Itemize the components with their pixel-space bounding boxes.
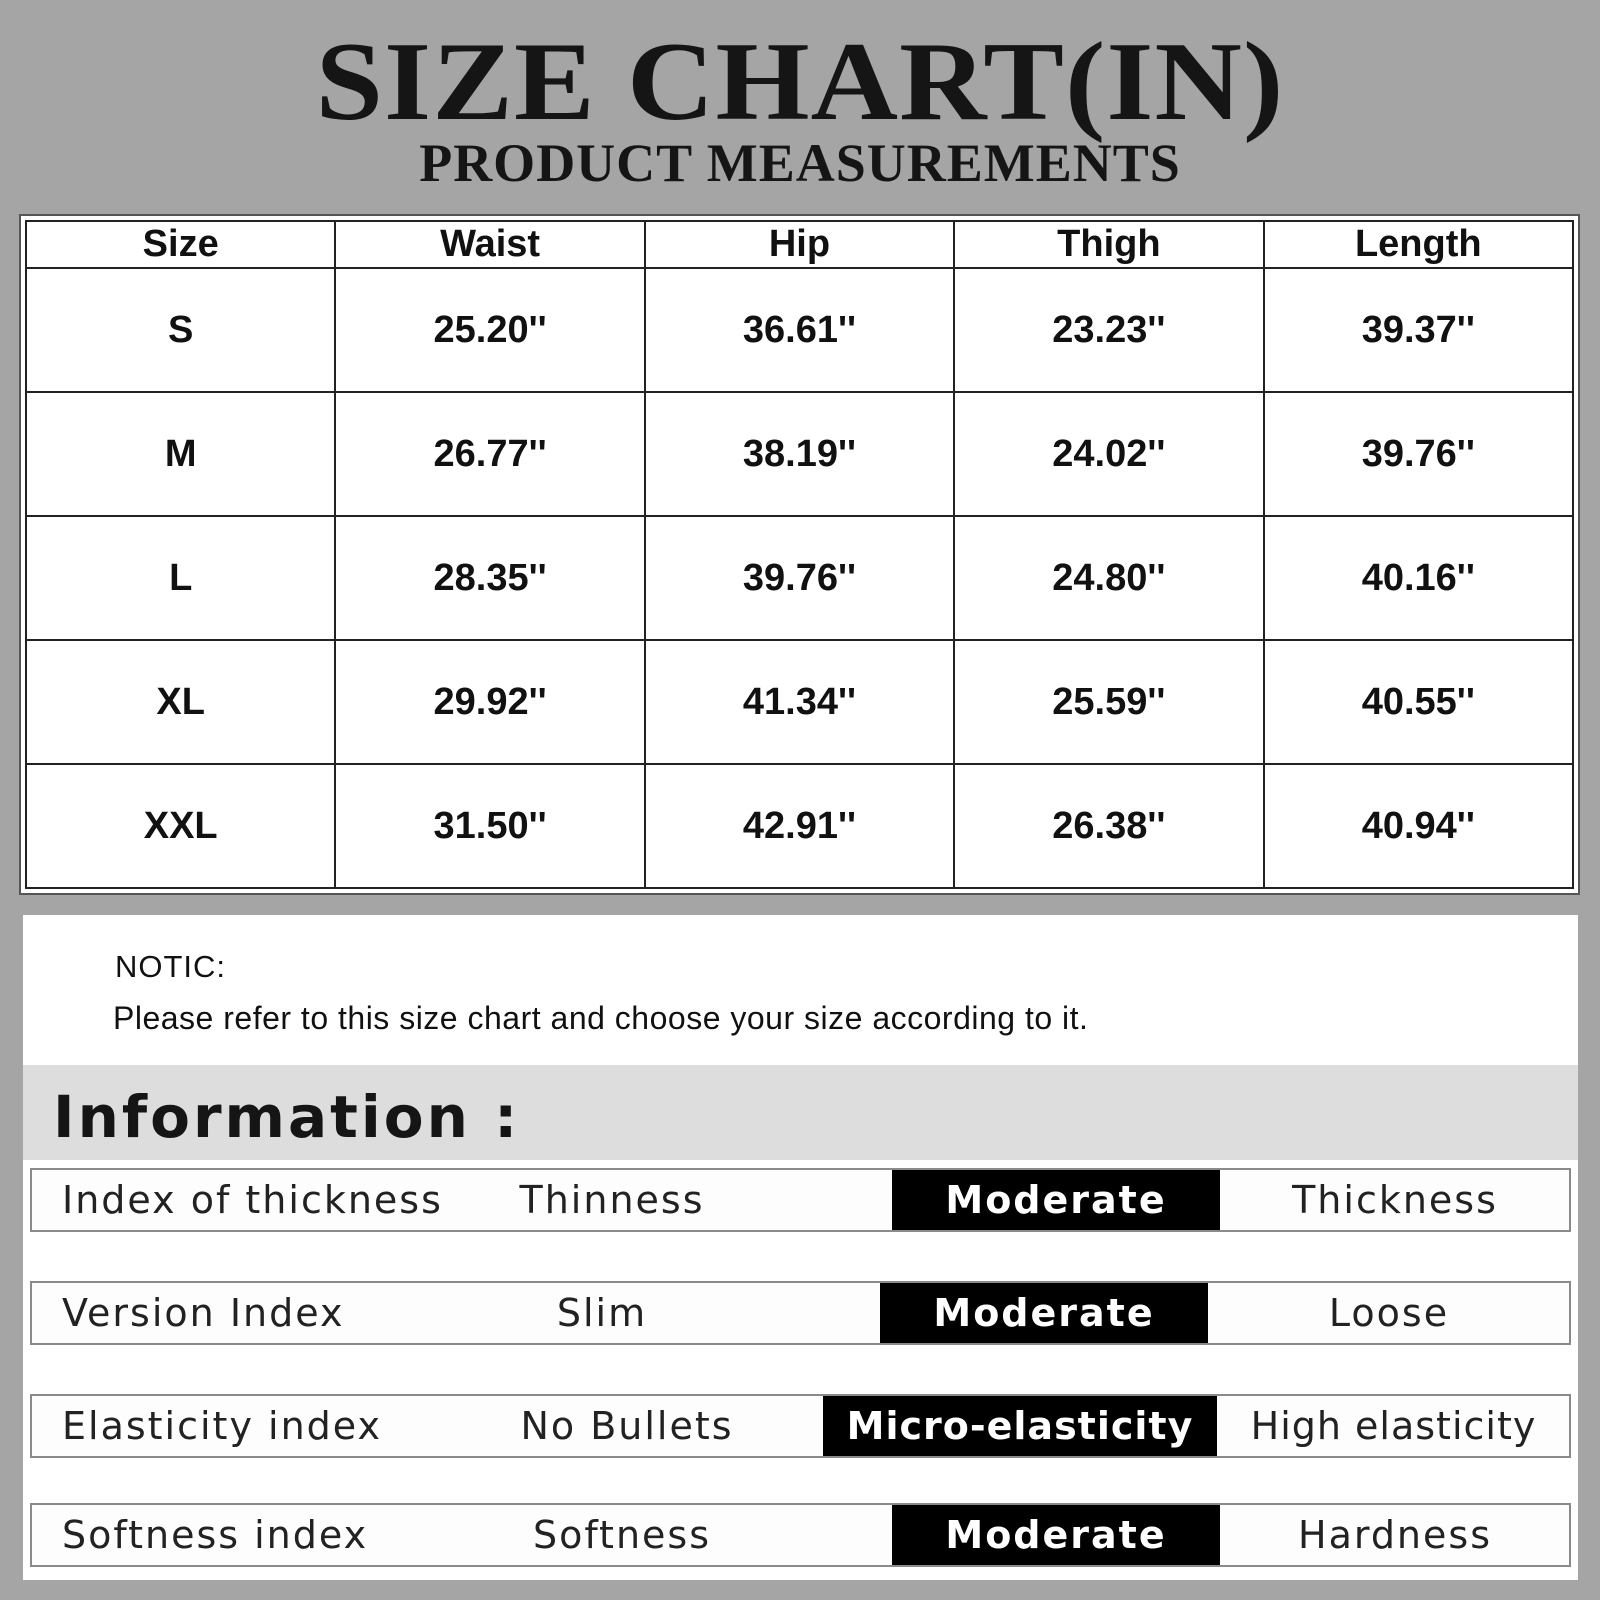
column-header-waist: Waist	[335, 221, 644, 268]
table-cell: 25.59''	[954, 640, 1263, 764]
table-cell: 25.20''	[335, 268, 644, 392]
table-cell: 39.76''	[1264, 392, 1573, 516]
table-cell: XL	[26, 640, 335, 764]
info-row-elasticity	[30, 1394, 1571, 1458]
column-header-length: Length	[1264, 221, 1573, 268]
table-row	[26, 268, 1573, 392]
table-cell: 40.55''	[1264, 640, 1573, 764]
info-row-softness	[30, 1503, 1571, 1567]
table-cell: 40.16''	[1264, 516, 1573, 640]
table-header-row	[26, 221, 1573, 268]
table-cell: 40.94''	[1264, 764, 1573, 888]
info-option-selected: Moderate	[892, 1505, 1220, 1565]
table-cell: 42.91''	[645, 764, 954, 888]
table-row	[26, 640, 1573, 764]
table-cell: 39.37''	[1264, 268, 1573, 392]
column-header-size: Size	[26, 221, 335, 268]
notice-title: NOTIC:	[115, 949, 227, 984]
page-title: SIZE CHART(IN)	[315, 20, 1285, 144]
info-option-low: Slim	[556, 1291, 648, 1335]
info-row-label: Elasticity index	[62, 1404, 382, 1448]
column-header-thigh: Thigh	[954, 221, 1263, 268]
table-cell: 24.80''	[954, 516, 1263, 640]
info-option-low: Softness	[532, 1513, 712, 1557]
info-row-thickness	[30, 1168, 1571, 1232]
notice-panel	[23, 915, 1578, 1065]
table-cell: 41.34''	[645, 640, 954, 764]
table-cell: 26.77''	[335, 392, 644, 516]
table-cell: S	[26, 268, 335, 392]
table-cell: 23.23''	[954, 268, 1263, 392]
info-row-label: Index of thickness	[62, 1178, 443, 1222]
info-option-low: Thinness	[519, 1178, 705, 1222]
info-row-version	[30, 1281, 1571, 1345]
information-title: Information :	[53, 1083, 521, 1151]
info-option-high: Hardness	[1298, 1513, 1492, 1557]
table-cell: 24.02''	[954, 392, 1263, 516]
notice-text: Please refer to this size chart and choose your size according to it.	[113, 1000, 1089, 1036]
table-row	[26, 516, 1573, 640]
table-cell: 31.50''	[335, 764, 644, 888]
column-header-hip: Hip	[645, 221, 954, 268]
info-option-high: Thickness	[1292, 1178, 1498, 1222]
page-subtitle: PRODUCT MEASUREMENTS	[419, 133, 1181, 193]
info-option-high: High elasticity	[1250, 1404, 1537, 1448]
table-row	[26, 764, 1573, 888]
info-option-high: Loose	[1328, 1291, 1450, 1335]
info-option-selected: Moderate	[880, 1283, 1208, 1343]
table-cell: 39.76''	[645, 516, 954, 640]
size-table-frame	[19, 214, 1580, 895]
table-cell: M	[26, 392, 335, 516]
table-cell: XXL	[26, 764, 335, 888]
info-option-low: No Bullets	[520, 1404, 734, 1448]
info-row-label: Softness index	[62, 1513, 369, 1557]
table-cell: 26.38''	[954, 764, 1263, 888]
information-header	[23, 1065, 1578, 1160]
table-cell: 28.35''	[335, 516, 644, 640]
table-cell: L	[26, 516, 335, 640]
table-cell: 38.19''	[645, 392, 954, 516]
info-option-selected: Micro-elasticity	[823, 1396, 1217, 1456]
table-cell: 29.92''	[335, 640, 644, 764]
size-table	[25, 220, 1574, 889]
info-row-label: Version Index	[62, 1291, 345, 1335]
table-cell: 36.61''	[645, 268, 954, 392]
information-panel	[23, 1065, 1578, 1580]
table-row	[26, 392, 1573, 516]
info-option-selected: Moderate	[892, 1170, 1220, 1230]
